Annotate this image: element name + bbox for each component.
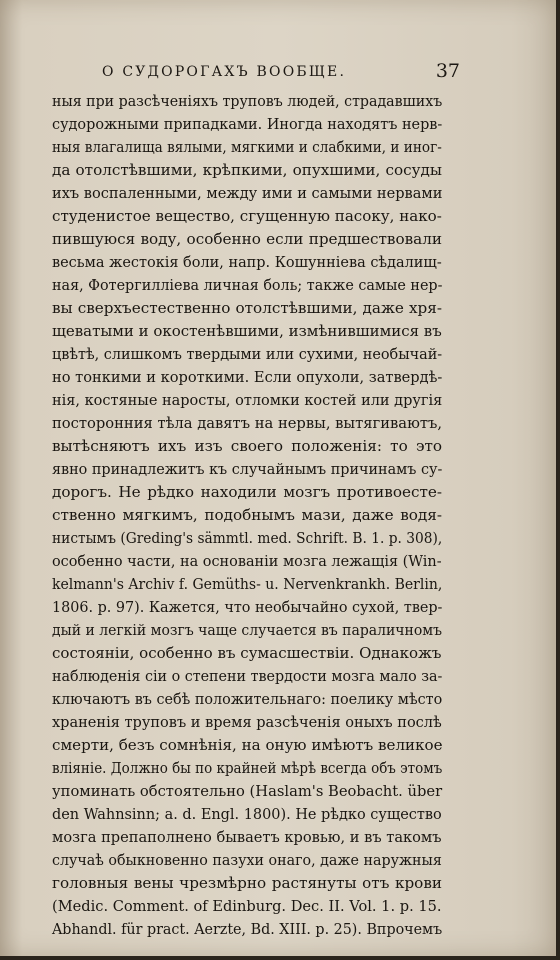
text-line: но тонкими и короткими. Если опухоли, затвердѣ- (52, 368, 443, 386)
text-line: нія, костяные наросты, отломки костей или другія (52, 391, 443, 409)
running-head: О СУДОРОГАХЪ ВООБЩЕ. (102, 64, 347, 80)
text-line: вытѣсняютъ ихъ изъ своего положенія: то это (52, 437, 442, 455)
text-line: мозга препаполнено бываетъ кровью, и въ такомъ (52, 828, 442, 846)
text-line: дорогъ. Не рѣдко находили мозгъ противоесте- (52, 483, 442, 501)
text-line: да отолстѣвшими, крѣпкими, опухшими, сосуды (52, 161, 442, 179)
page-edge-shadow (556, 0, 560, 960)
page-number: 37 (435, 60, 460, 82)
text-line: упоминать обстоятельно (Haslam's Beobacht. über (52, 782, 443, 800)
text-line: ныя при разсѣченіяхъ труповъ людей, страдавшихъ (52, 92, 443, 110)
text-line: смерти, безъ сомнѣнія, на оную имѣютъ великое (52, 736, 443, 754)
text-line: весьма жестокія боли, напр. Кошунніева сѣдалищ- (52, 253, 442, 271)
text-line: ственно мягкимъ, подобнымъ мази, даже водя- (52, 506, 442, 524)
text-line: ная, Фотергилліева личная боль; также самые нер- (52, 276, 443, 294)
text-line: случаѣ обыкновенно пазухи онаго, даже наружныя (52, 851, 442, 869)
text-line: наблюденія сіи о степени твердости мозга мало за- (52, 667, 443, 685)
text-line: явно принадлежитъ къ случайнымъ причинамъ су- (52, 460, 443, 478)
text-line: нистымъ (Greding's sämmtl. med. Schrift. B. 1. p. 308), (52, 529, 443, 547)
page-header (100, 60, 460, 86)
text-line: ключаютъ въ себѣ положительнаго: поелику мѣсто (52, 690, 443, 708)
text-line: (Medic. Comment. of Edinburg. Dec. II. Vol. 1. p. 15. (52, 897, 442, 915)
text-line: посторонния тѣла давятъ на нервы, вытягиваютъ, (52, 414, 443, 432)
text-line: ныя влагалища вялыми, мягкими и слабкими, и иног- (52, 138, 442, 156)
text-line: щеватыми и окостенѣвшими, измѣнившимися въ (52, 322, 442, 340)
text-line: храненія труповъ и время разсѣченія оныхъ послѣ (52, 713, 442, 731)
text-line: ихъ воспаленными, между ими и самыми нервами (52, 184, 443, 202)
text-line: судорожными припадками. Иногда находятъ нерв- (52, 115, 443, 133)
bottom-edge-shadow (0, 956, 560, 960)
text-line: пившуюся воду, особенно если предшествовали (52, 230, 442, 248)
text-line: дый и легкій мозгъ чаще случается въ параличномъ (52, 621, 442, 639)
text-line: вы сверхъестественно отолстѣвшими, даже хря- (52, 299, 442, 317)
text-line: особенно части, на основаніи мозга лежащія (Win- (52, 552, 442, 570)
text-line: цвѣтѣ, слишкомъ твердыми или сухими, необычай- (52, 345, 443, 363)
text-line: kelmann's Archiv f. Gemüths- u. Nervenkrankh. Berlin, (52, 575, 443, 593)
text-line: den Wahnsinn; a. d. Engl. 1800). Не рѣдко существо (52, 805, 442, 823)
text-line: головныя вены чрезмѣрно растянуты отъ крови (52, 874, 442, 892)
text-line: Abhandl. für pract. Aerzte, Bd. XIII. p. 25). Впрочемъ (52, 920, 443, 938)
text-line: состояніи, особенно въ сумасшествіи. Однакожъ (52, 644, 442, 662)
text-line: студенистое вещество, сгущенную пасоку, нако- (52, 207, 442, 225)
text-line: вліяніе. Должно бы по крайней мѣрѣ всегда объ этомъ (52, 759, 443, 777)
text-line: 1806. p. 97). Кажется, что необычайно сухой, твер- (52, 598, 443, 616)
